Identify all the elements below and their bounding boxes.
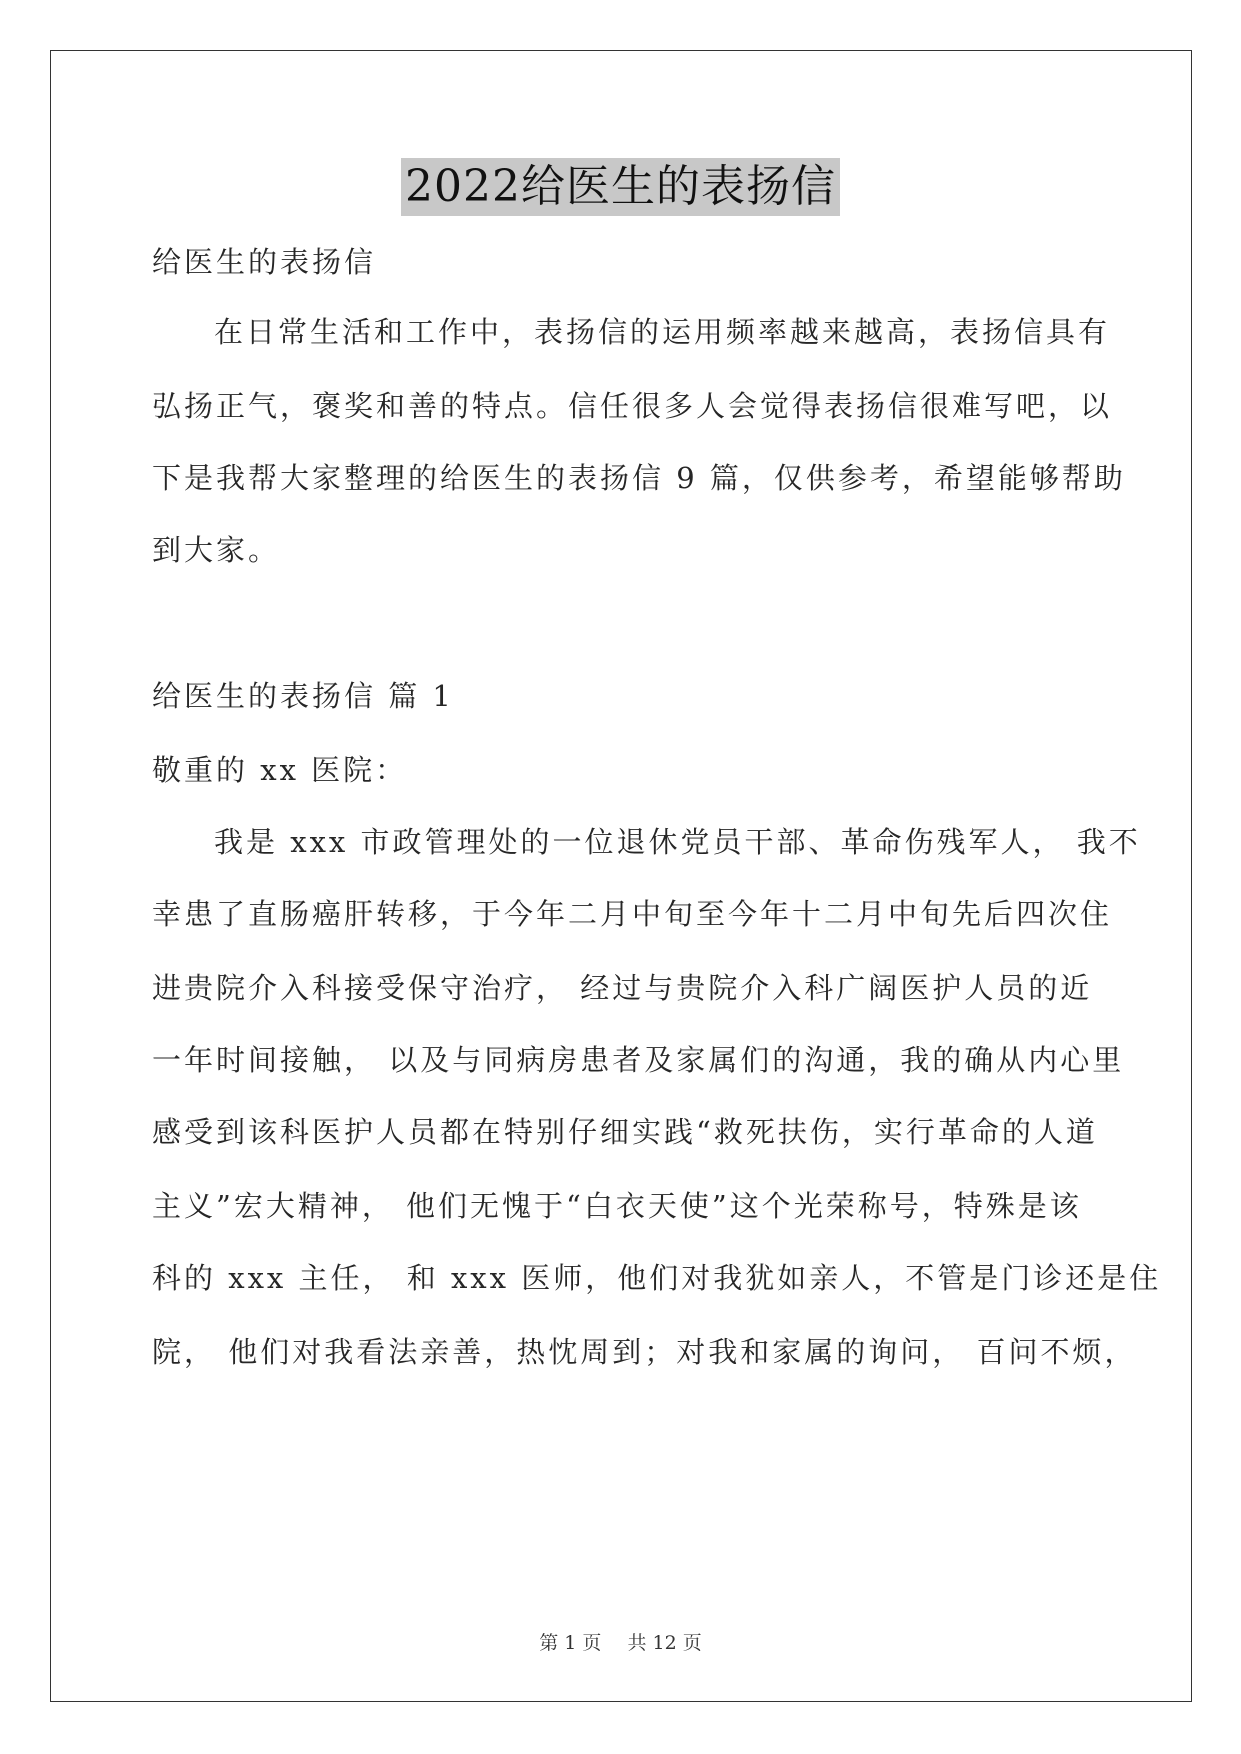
intro-line: 下是我帮大家整理的给医生的表扬信 9 篇，仅供参考，希望能够帮助 (152, 461, 1126, 495)
body-line: 科的 xxx 主任， 和 xxx 医师，他们对我犹如亲人，不管是门诊还是住 (152, 1261, 1162, 1295)
body-line: 感受到该科医护人员都在特别仔细实践“救死扶伤，实行革命的人道 (152, 1115, 1098, 1149)
salutation: 敬重的 xx 医院： (152, 753, 408, 787)
body-line: 院， 他们对我看法亲善，热忱周到；对我和家属的询问， 百问不烦， (152, 1335, 1137, 1369)
body-line: 一年时间接触， 以及与同病房患者及家属们的沟通，我的确从内心里 (152, 1043, 1125, 1077)
title-wrap (0, 158, 1241, 216)
document-title: 2022给医生的表扬信 (401, 158, 840, 216)
section-heading: 给医生的表扬信 篇 1 (152, 679, 454, 713)
page-total: 共 12 页 (627, 1632, 702, 1654)
intro-line: 在日常生活和工作中，表扬信的运用频率越来越高，表扬信具有 (214, 315, 1111, 349)
body-line: 幸患了直肠癌肝转移，于今年二月中旬至今年十二月中旬先后四次住 (152, 897, 1113, 931)
page-footer (0, 1628, 1241, 1655)
body-line: 我是 xxx 市政管理处的一位退休党员干部、革命伤残军人， 我不 (214, 825, 1141, 859)
page-number: 第 1 页 (539, 1632, 602, 1654)
body-line: 主义”宏大精神， 他们无愧于“白衣天使”这个光荣称号，特殊是该 (152, 1189, 1082, 1223)
page-border (50, 50, 1192, 1702)
subtitle: 给医生的表扬信 (152, 245, 377, 279)
body-line: 进贵院介入科接受保守治疗， 经过与贵院介入科广阔医护人员的近 (152, 971, 1093, 1005)
intro-line: 弘扬正气，褒奖和善的特点。信任很多人会觉得表扬信很难写吧，以 (152, 389, 1113, 423)
intro-line: 到大家。 (152, 533, 281, 567)
